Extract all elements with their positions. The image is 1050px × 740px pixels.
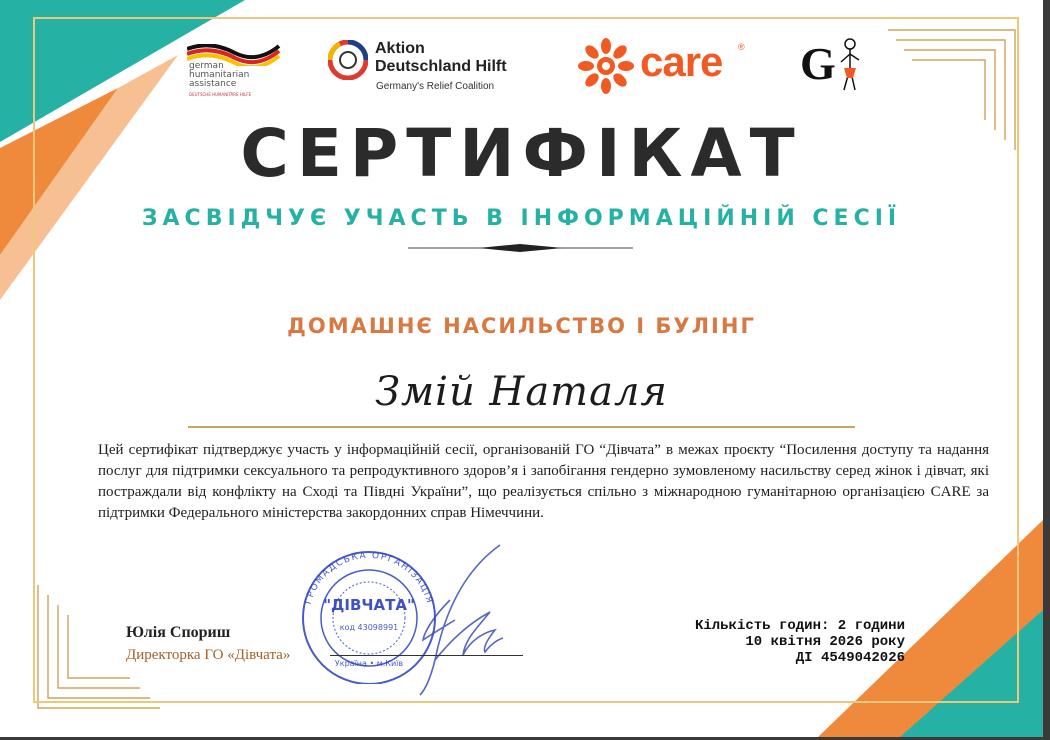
- session-topic: ДОМАШНЄ НАСИЛЬСТВО І БУЛІНГ: [287, 314, 756, 338]
- stamp-ring-text: ГРОМАДСЬКА ОРГАНІЗАЦІЯ: [303, 550, 435, 606]
- german-humanitarian-logo: [187, 38, 282, 98]
- certificate-subtitle: ЗАСВІДЧУЄ УЧАСТЬ В ІНФОРМАЦІЙНІЙ СЕСІЇ: [141, 206, 902, 231]
- divchata-letter: G: [800, 38, 836, 89]
- certificate-body: Цей сертифікат підтверджує участь у інформаційній сесії, організованій ГО “Дівчата” в межах проєкту “Посилення доступу та надання послуг для підтримки сексуального та репродуктивного здоров’я і запобігання гендерно зумовленому насильству серед жінок і дівчат, які постраждали від конфлікту на Сході та Півдні України”, що реалізується спільно з міжнародною гуманітарною організацією CARE за підтримки Федерального міністерства закордонних справ Німеччини.: [98, 442, 989, 521]
- signer-role: Директорка ГО «Дівчата»: [126, 647, 291, 663]
- adh-line1: Aktion: [375, 40, 425, 57]
- signature-line: [330, 655, 523, 656]
- stamp-bottom-text: Україна • м.Київ: [334, 659, 404, 668]
- girl-figure-icon: [836, 38, 866, 94]
- adh-line3: Germany's Relief Coalition: [376, 81, 495, 92]
- german-logo-small: DEUTSCHE HUMANITÄRE HILFE: [189, 92, 252, 97]
- german-logo-line3: assistance: [189, 79, 237, 89]
- stamp-code: код 43098991: [339, 623, 399, 632]
- date-text: 10 квітня 2026 року: [745, 634, 905, 650]
- certificate-details: [600, 618, 905, 666]
- aktion-deutschland-hilft-logo: [328, 38, 538, 98]
- director-signature: [395, 540, 515, 700]
- signer-name: Юлія Спориш: [126, 624, 231, 641]
- hours-text: Кількість годин: 2 години: [694, 618, 905, 634]
- german-logo-line1: german: [189, 61, 224, 71]
- adh-emblem-icon: [328, 40, 368, 80]
- care-wordmark: care: [640, 38, 723, 85]
- recipient-name: Змій Наталя: [375, 369, 668, 415]
- care-logo: [578, 36, 748, 96]
- adh-line2: Deutschland Hilft: [375, 58, 507, 75]
- care-hands-icon: [578, 38, 634, 94]
- german-logo-line2: humanitarian: [189, 70, 250, 80]
- certificate-title: СЕРТИФІКАТ: [240, 115, 803, 192]
- recipient-underline: [188, 426, 855, 428]
- certificate-id: ДІ 4549042026: [795, 650, 905, 666]
- divchata-logo: [798, 38, 873, 98]
- care-registered-mark: ®: [738, 42, 745, 52]
- ornament-divider: [408, 240, 633, 256]
- stamp-center-text: "ДІВЧАТА": [323, 596, 415, 614]
